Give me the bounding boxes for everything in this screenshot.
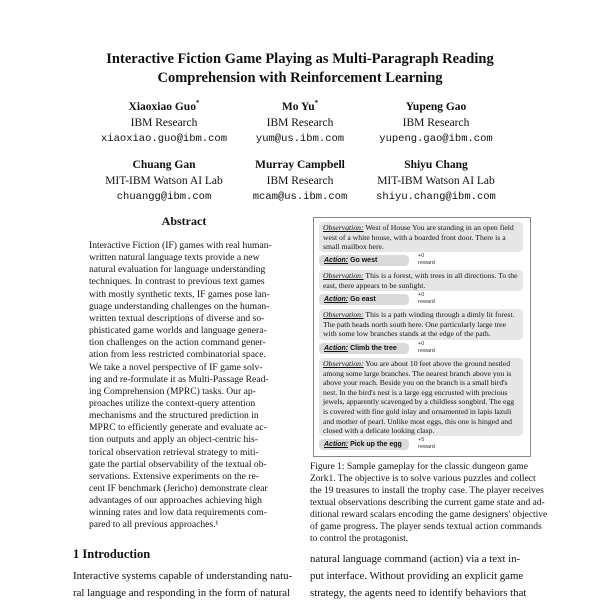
observation-box [319,270,523,291]
action-label: Action: [324,257,349,264]
abstract-line: advantages of our approaches achieving high [89,495,262,507]
abstract-line: Interactive Fiction (IF) games with real human- [89,240,272,251]
body-line: strategy, the agents need to identify behaviors that [310,587,527,599]
observation-label: Observation: [323,359,364,368]
action-text: Go east [350,296,376,303]
reward-indicator [418,341,435,354]
action-box [319,294,409,305]
author-email[interactable]: mcam@us.ibm.com [252,190,348,203]
figure-gameplay [313,217,531,457]
abstract-line: MPRC to efficiently generate and evaluate ac- [89,422,267,434]
abstract-heading: Abstract [161,214,207,228]
author-email[interactable]: yupeng.gao@ibm.com [379,132,493,145]
author-email[interactable]: xiaoxiao.guo@ibm.com [100,132,228,145]
abstract-line: tion outputs and apply an object-centric his- [89,434,258,446]
author-name: Shiyu Chang [404,158,468,171]
caption-line: the 19 treasures to install the trophy case. The player receives [310,486,544,496]
action-text: Go west [350,257,378,264]
action-text: Climb the tree [350,345,397,352]
abstract-line: torical observation retrieval strategy to miti- [89,446,259,458]
author-name: Yupeng Gao [405,100,467,113]
abstract-line: written natural language texts provide a new [89,252,260,264]
observation-text: West of House You are standing in an open field west of a white house, with a boarded front door. There is a small mailbox here. [323,223,514,252]
abstract-line: mechanisms and the structured prediction in [89,410,259,422]
body-line: ral language and responding in the form of natural [73,587,291,599]
caption-line: ditional reward scalars encoding the game designers' objective [310,510,548,520]
author-name: Xiaoxiao Guo [128,100,196,113]
abstract-line: phisticated game worlds and language genera- [89,325,267,337]
author-block-3 [336,95,536,147]
observation-label: Observation: [323,310,364,319]
body-line: put interface. Without providing an explicit game [310,570,524,582]
author-email[interactable]: yum@us.ibm.com [255,132,345,145]
author-name: Murray Campbell [255,158,345,171]
action-box [319,343,409,354]
abstract-line: cent IF benchmark (Jericho) demonstrate clear [89,483,268,494]
action-label: Action: [324,345,349,352]
reward-indicator [418,437,435,450]
caption-line: of game progress. The player sends textual action commands [310,522,542,532]
action-text: Pick up the egg [350,441,402,448]
reward-word: reward [418,347,435,354]
paper-title [0,50,600,88]
abstract-line: with mostly synthetic texts, IF games pose lan- [89,288,270,300]
author-email[interactable]: chuangg@ibm.com [116,190,212,203]
author-affiliation: IBM Research [402,116,470,129]
author-block-6 [336,153,536,205]
abstract-line: guage understanding challenges on the human- [89,300,270,312]
author-affiliation: MIT-IBM Watson AI Lab [377,174,495,187]
abstract-line: winning rates and low data requirements com- [89,507,267,519]
abstract-line: pared to all previous approaches.¹ [89,519,219,531]
abstract-line: servations. Extensive experiments on the re- [89,470,259,482]
reward-value: +0 [418,292,425,298]
action-label: Action: [324,441,349,448]
abstract-line: ation from less restricted combinatorial space. [89,349,266,361]
observation-box [319,358,523,436]
reward-indicator [418,292,435,305]
action-box [319,255,409,266]
observation-label: Observation: [323,223,364,232]
abstract-line: tion challenges on the action command gener- [89,337,266,349]
abstract-line: proaches utilize the context-query attention [89,397,256,409]
caption-line: Zork1. The objective is to solve various puzzles and collect [310,474,536,484]
author-mark: * [314,99,319,107]
body-line: Interactive systems capable of understanding natu- [73,570,293,582]
caption-line: Figure 1: Sample gameplay for the classic dungeon game [310,462,528,472]
abstract-line: natural evaluation for language understanding [89,264,266,276]
reward-word: reward [418,443,435,450]
reward-indicator [418,253,435,266]
reward-value: +5 [418,437,425,443]
action-label: Action: [324,296,349,303]
title-line-1: Interactive Fiction Game Playing as Multi-Paragraph Reading [106,51,494,67]
section-heading-introduction: 1 Introduction [73,547,151,561]
abstract-line: written textual descriptions of diverse and so- [89,312,265,324]
abstract-line: techniques. In contrast to previous text games [89,276,265,288]
author-name: Mo Yu [281,100,315,113]
reward-word: reward [418,259,435,266]
observation-label: Observation: [323,271,364,280]
observation-box [319,222,523,252]
author-mark: * [195,99,200,107]
abstract-line: gate the partial observability of the textual ob- [89,458,267,470]
observation-text: You are about 10 feet above the ground nestled among some large branches. The nearest branch above you is above your reach. Beside you on the branch is a small bird's nest. In the bird's nest is a large egg encrusted with precious jewels, apparently scavenged by a childless songbird. The egg is covered with fine gold inlay and ornamented in lapis lazuli and mother of pearl. Unlike most eggs, this one is hinged and closed with a delicate looking clasp. [323,359,515,436]
observation-text: This is a path winding through a dimly lit forest. The path heads north south here. One particularly large tree with some low branches stands at the edge of the path. [323,310,515,339]
author-affiliation: IBM Research [266,116,334,129]
reward-value: +0 [418,253,425,259]
author-affiliation: MIT-IBM Watson AI Lab [105,174,223,187]
author-name: Chuang Gan [132,158,196,171]
caption-line: to control the protagonist. [310,534,409,544]
observation-text: This is a forest, with trees in all directions. To the east, there appears to be sunlight. [323,271,518,290]
body-line: natural language command (action) via a text in- [310,553,521,565]
reward-word: reward [418,298,435,305]
author-email[interactable]: shiyu.chang@ibm.com [376,190,496,203]
action-box [319,439,409,450]
author-affiliation: IBM Research [266,174,334,187]
abstract-line: ing Comprehension (MPRC) tasks. Our ap- [89,385,256,397]
observation-box [319,309,523,340]
author-affiliation: IBM Research [130,116,198,129]
abstract-line: ing and re-formulate it as Multi-Passage Read- [89,373,269,385]
caption-line: textual observations describing the current game state and ad- [310,498,545,508]
title-line-2: Comprehension with Reinforcement Learning [157,70,443,86]
reward-value: +0 [418,341,425,347]
abstract-line: We take a novel perspective of IF game solv- [89,361,263,373]
